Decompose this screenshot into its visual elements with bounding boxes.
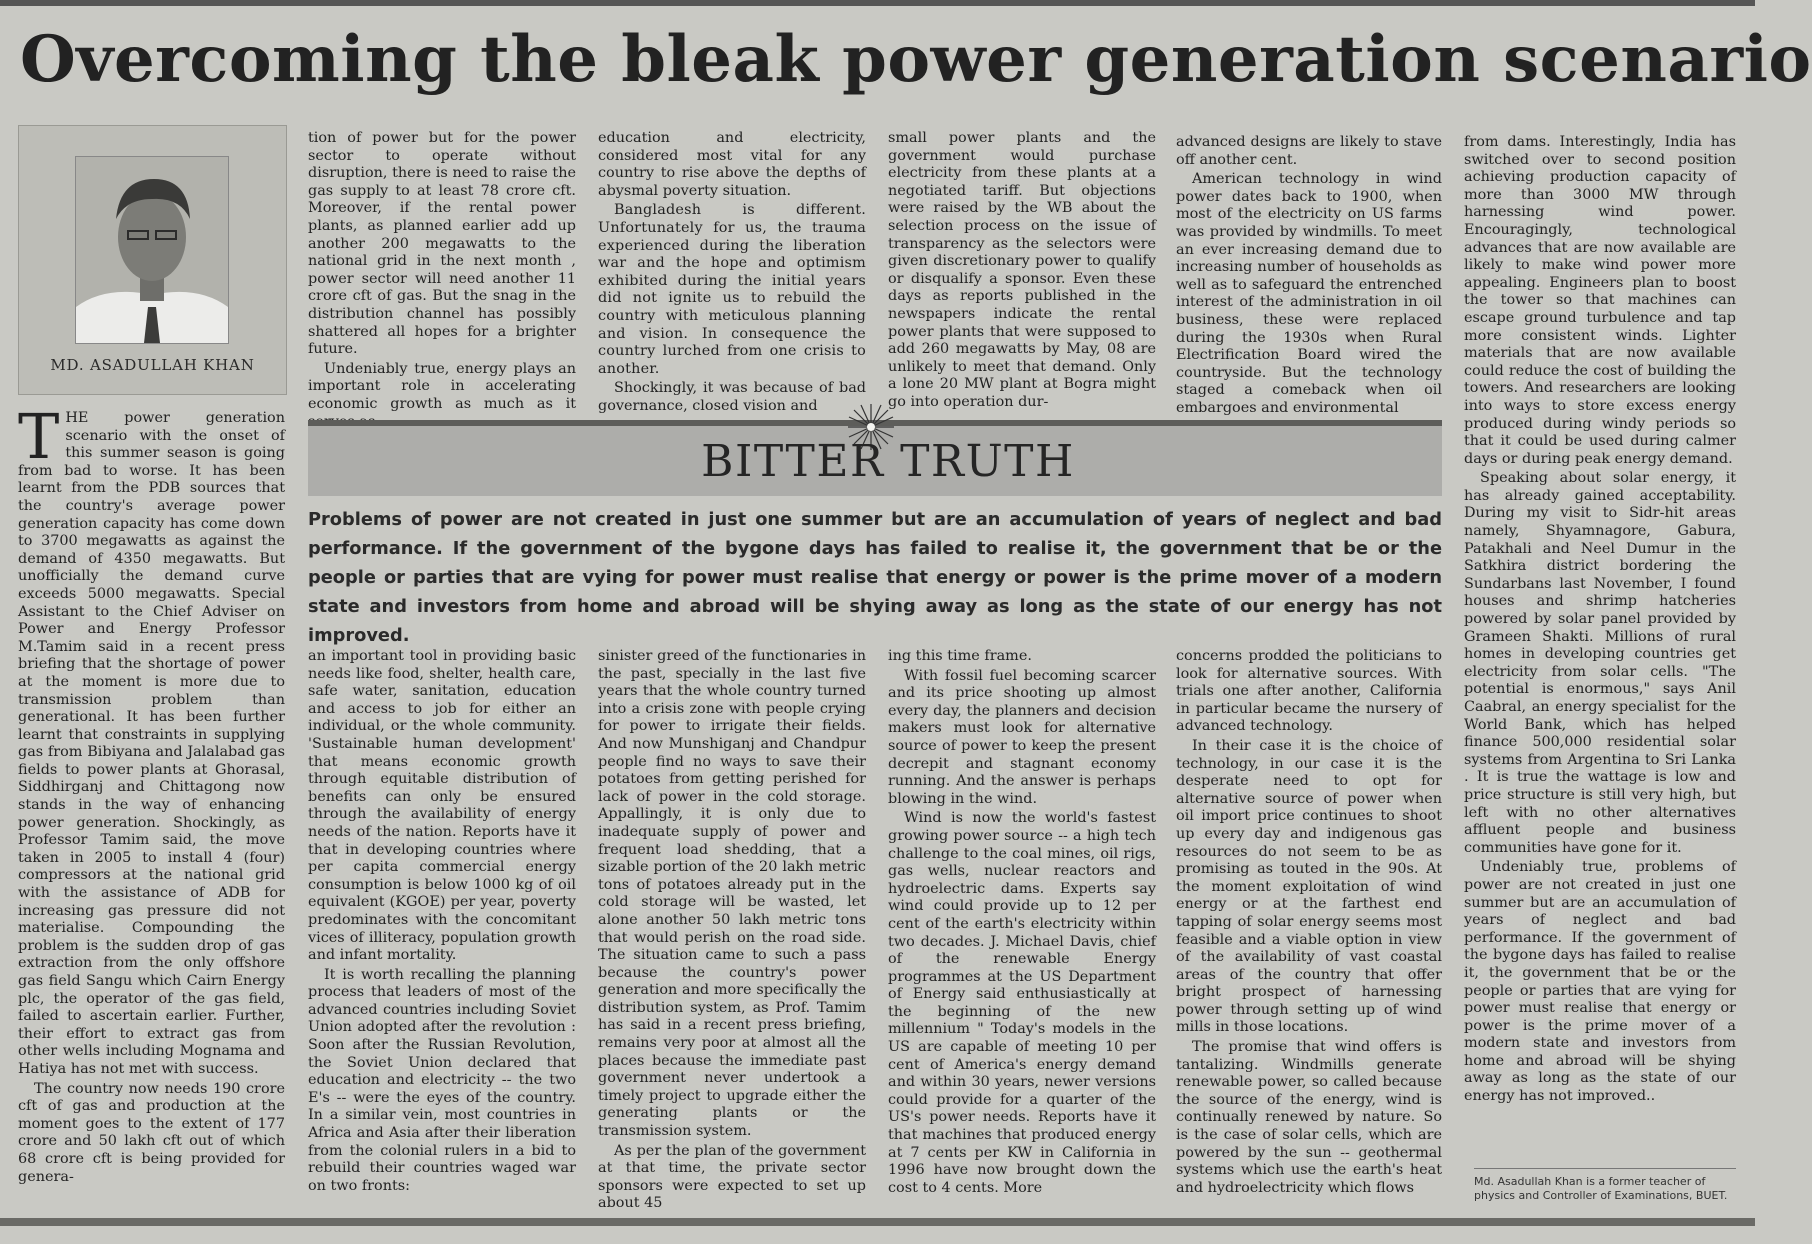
paragraph: tion of power but for the power sector to operate without disruption, there is need to raise the gas supply to at least 78 crore cft. Moreover, if the rental power plants, as planned earlier add up another 200 megawatts to the national grid in the next month , power sector will need another 11 crore cft of gas. But the snag in the distribution channel has possibly shattered all hopes for a brighter future.	[308, 130, 576, 358]
column-5-top	[1176, 134, 1442, 416]
byline: MD. ASADULLAH KHAN	[50, 356, 255, 374]
paragraph: an important tool in providing basic needs like food, shelter, health care, safe water, sanitation, education and access to job for either an individual, or the whole community. 'Sustainable human development' that means economic growth through equitable distribution of benefits can only be ensured through the availability of energy needs of the nation. Reports have it that in developing countries where per capita commercial energy consumption is below 1000 kg of oil equivalent (KGOE) per year, poverty predominates with the concomitant vices of illiteracy, population growth and infant mortality.	[308, 648, 576, 964]
paragraph: The promise that wind offers is tantalizing. Windmills generate renewable power, so called because the source of the energy, wind is continually renewed by nature. So is the case of solar cells, which are powered by the sun -- geothermal systems which use the earth's heat and hydroelectricity which flows	[1176, 1039, 1442, 1196]
paragraph: American technology in wind power dates back to 1900, when most of the electricity on US farms was provided by windmills. To meet an ever increasing demand due to increasing number of households as well as to safeguard the entrenched interest of the administration in oil business, these were replaced during the 1930s when Rural Electrification Board wired the countryside. But the technology staged a comeback when oil embargoes and environmental	[1176, 171, 1442, 416]
paragraph: Undeniably true, problems of power are not created in just one summer but are an accumulation of years of neglect and bad performance. If the government of the bygone days has failed to realise it, the government that be or the people or parties that are vying for power must realise that energy or power is the prime mover of a modern state and investors from home and abroad will be shying away as long as the state of our energy has not improved..	[1464, 859, 1736, 1105]
column-6	[1464, 134, 1736, 1164]
column-1-paragraph-1: THE power generation scenario with the onset of this summer season is going from bad to worse. It has been learnt from the PDB sources that the country's average power generation capacity has come down to 3700 megawatts as against the demand of 4350 megawatts. But unofficially the demand curve exceeds 5000 megawatts. Special Assistant to the Chief Adviser on Power and Energy Professor M.Tamim said in a recent press briefing that the shortage of power at the moment is more due to transmission problem than generational. It has been further learnt that constraints in supplying gas from Bibiyana and Jalalabad gas fields to power plants at Ghorasal, Siddhirganj and Chittagong now stands in the way of enhancing power generation. Shockingly, as Professor Tamim said, the move taken in 2005 to install 4 (four) compressors at the national grid with the assistance of ADB for increasing gas pressure did not materialise. Compounding the problem is the sudden drop of gas extraction from the only offshore gas field Sangu which Cairn Energy plc, the operator of the gas field, failed to ascertain earlier. Further, their effort to extract gas from other wells including Mognama and Hatiya has not met with success.	[18, 400, 285, 1077]
author-portrait	[76, 157, 228, 343]
author-bio: Md. Asadullah Khan is a former teacher of physics and Controller of Examinations, BUET.	[1474, 1175, 1728, 1202]
bio-divider	[1474, 1168, 1736, 1169]
column-3-top	[598, 130, 866, 414]
paragraph: Bangladesh is different. Unfortunately for us, the trauma experienced during the liberation war and the hope and optimism exhibited during the initial years did not ignite us to rebuild the country with meticulous planning and vision. In consequence the country lurched from one crisis to another.	[598, 202, 866, 377]
paragraph: It is worth recalling the planning process that leaders of most of the advanced countries including Soviet Union adopted after the revolution : Soon after the Russian Revolution, the Soviet Union declared that education and electricity -- the two E's -- were the eyes of the country. In a similar vein, most countries in Africa and Asia after their liberation from the colonial rulers in a bid to rebuild their countries waged war on two fronts:	[308, 966, 576, 1194]
drop-cap: T	[18, 400, 60, 473]
column-3-bottom	[598, 648, 866, 1210]
column-2-top	[308, 130, 576, 412]
paragraph: With fossil fuel becoming scarcer and its price shooting up almost every day, the planners and decision makers must look for alternative source of power to keep the present decrepit and stagnant economy running. And the answer is perhaps blowing in the wind.	[888, 667, 1156, 807]
column-4-top	[888, 130, 1156, 410]
bottom-rule	[0, 1218, 1755, 1226]
top-rule	[0, 0, 1755, 6]
paragraph: small power plants and the government would purchase electricity from these plants at a negotiated tariff. But objections were raised by the WB about the selection process on the issue of transparency as the selectors were given discretionary power to qualify or disqualify a sponsor. Even these days as reports published in the newspapers indicate the rental power plants that were supposed to add 260 megawatts by May, 08 are unlikely to meet that demand. Only a lone 20 MW plant at Bogra might go into operation dur-	[888, 130, 1156, 410]
pull-quote: Problems of power are not created in just one summer but are an accumulation of years of neglect and bad performance. If the government of the bygone days has failed to realise it, the government that be or the people or parties that are vying for power must realise that energy or power is the prime mover of a modern state and investors from home and abroad will be shying away as long as the state of our energy has not improved.	[308, 509, 1442, 646]
column-2-bottom	[308, 648, 576, 1210]
column-1	[18, 400, 285, 1212]
author-photo	[75, 156, 229, 344]
paragraph: Wind is now the world's fastest growing power source -- a high tech challenge to the coal mines, oil rigs, gas wells, nuclear reactors and hydroelectric dams. Experts say wind could provide up to 12 per cent of the earth's electricity within two decades. J. Michael Davis, chief of the renewable Energy programmes at the US Department of Energy said enthusiastically at the beginning of the new millennium " Today's models in the US are capable of meeting 10 per cent of America's energy demand and within 30 years, newer versions could provide for a quarter of the US's power needs. Reports have it that machines that produced energy at 7 cents per KW in California in 1996 have now brought down the cost to 4 cents. More	[888, 810, 1156, 1196]
column-4-bottom	[888, 648, 1156, 1210]
paragraph: sinister greed of the functionaries in the past, specially in the last five years that the whole country turned into a crisis zone with people crying for power to irrigate their fields. And now Munshiganj and Chandpur people find no ways to save their potatoes from getting perished for lack of power in the cold storage. Appallingly, it is only due to inadequate supply of power and frequent load shedding, that a sizable portion of the 20 lakh metric tons of potatoes already put in the cold storage will be wasted, let alone another 50 lakh metric tons that would perish on the road side. The situation came to such a pass because the country's power generation and more specifically the distribution system, as Prof. Tamim has said in a recent press briefing, remains very poor at almost all the places because the immediate past government never undertook a timely project to upgrade either the generating plants or the transmission system.	[598, 648, 866, 1140]
bitter-truth-title: BITTER TRUTH	[701, 436, 1075, 487]
paragraph: from dams. Interestingly, India has switched over to second position achieving production capacity of more than 3000 MW through harnessing wind power. Encouragingly, technological advances that are now available are likely to make wind power more appealing. Engineers plan to boost the tower so that machines can escape ground turbulence and tap more consistent winds. Lighter materials that are now available could reduce the cost of building the towers. And researchers are looking into ways to store excess energy produced during windy periods so that it could be used during calmer days or during peak energy demand.	[1464, 134, 1736, 467]
paragraph: Undeniably true, energy plays an important role in accelerating economic growth as much as it	[308, 360, 576, 412]
headline: Overcoming the bleak power generation scenario	[20, 22, 1812, 97]
paragraph: advanced designs are likely to stave off another cent.	[1176, 134, 1442, 168]
author-photo-box	[18, 125, 287, 395]
paragraph: As per the plan of the government at that time, the private sector sponsors were expected to set up about 45	[598, 1142, 866, 1212]
paragraph: ing this time frame.	[888, 648, 1032, 664]
paragraph: Speaking about solar energy, it has already gained acceptability. During my visit to Sidr-hit areas namely, Shyamnagore, Gabura, Patakhali and Neel Dumur in the Satkhira district bordering the Sundarbans last November, I found houses and shrimp hatcheries powered by solar panel provided by Grameen Shakti. Millions of rural homes in developing countries get electricity from solar cells. "The potential is enormous," says Anil Caabral, an energy specialist for the World Bank, which has helped finance 500,000 residential solar systems from Argentina to Sri Lanka . It is true the wattage is low and price structure is still very high, but left with no other alternatives affluent people and business communities have gone for it.	[1464, 470, 1736, 856]
paragraph: education and electricity, considered most vital for any country to rise above the depths of abysmal poverty situation.	[598, 130, 866, 199]
column-5-bottom	[1176, 648, 1442, 1210]
column-1-paragraph-2: The country now needs 190 crore cft of gas and production at the moment goes to the extent of 177 crore and 50 lakh cft out of which 68 crore cft is being provided for genera-	[18, 1080, 285, 1185]
bitter-truth-banner	[308, 420, 1442, 496]
paragraph: Shockingly, it was because of bad governance, closed vision and	[598, 380, 866, 414]
paragraph: concerns prodded the politicians to look for alternative sources. With trials one after another, California in particular became the nursery of advanced technology.	[1176, 648, 1442, 735]
paragraph: In their case it is the choice of technology, in our case it is the desperate need to opt for alternative source of power when oil import price continues to shoot up every day and indigenous gas resources do not seem to be as promising as touted in the 90s. At the moment exploitation of wind energy or at the farthest end tapping of solar energy seems most feasible and a viable option in view of the availability of vast coastal areas of the country that offer bright prospect of harnessing power through setting up of wind mills in those locations.	[1176, 737, 1442, 1036]
